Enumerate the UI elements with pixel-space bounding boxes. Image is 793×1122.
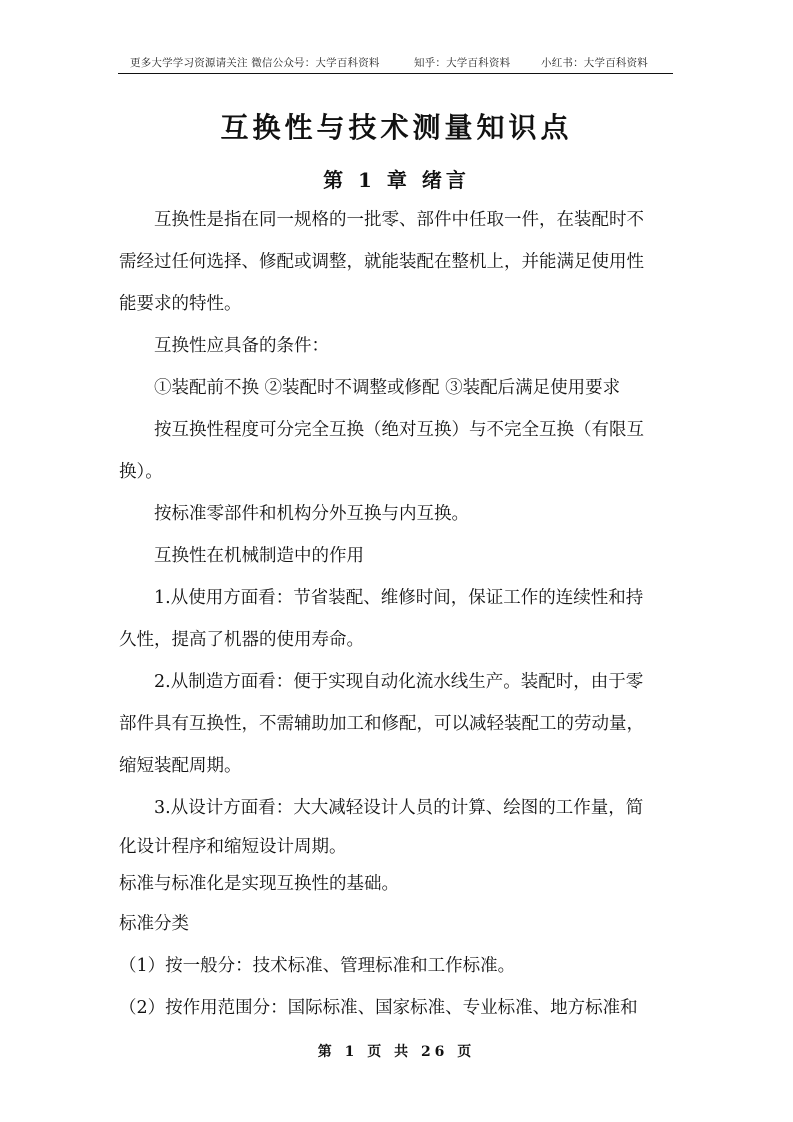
text-line: （2）按作用范围分：国际标准、国家标准、专业标准、地方标准和 [119,998,638,1018]
header-xiaohongshu-text: 小红书：大学百科资料 [541,57,648,69]
paragraph-design [119,787,675,866]
paragraph-internal-external [119,493,675,535]
text-line: 2.从制造方面看：便于实现自动化流水线生产。装配时，由于零 [154,672,644,692]
paragraph-degree [119,409,675,493]
paragraph-standard-classification [119,903,675,945]
paragraph-standardization [119,866,675,903]
text-line: 能要求的特性。 [119,294,242,314]
text-line: 互换性在机械制造中的作用 [154,546,364,566]
page-header [118,56,673,74]
paragraph-use [119,577,675,661]
paragraph-conditions-heading [119,325,675,367]
paragraph-manufacturing [119,661,675,787]
text-line: 化设计程序和缩短设计周期。 [119,837,347,857]
paragraph-definition [119,199,675,325]
paragraph-classification-1 [119,945,675,987]
paragraph-conditions-list [119,367,675,409]
document-body [119,199,675,1029]
text-line: 互换性应具备的条件： [154,336,329,356]
text-line: 缩短装配周期。 [119,756,242,776]
text-line: 标准与标准化是实现互换性的基础。 [119,874,399,894]
text-line: 互换性是指在同一规格的一批零、部件中任取一件，在装配时不 [154,210,644,230]
text-line: 标准分类 [119,914,189,934]
text-line: 按标准零部件和机构分外互换与内互换。 [154,504,469,524]
text-line: 按互换性程度可分完全互换（绝对互换）与不完全互换（有限互 [154,420,644,440]
page-number-footer: 第 1 页 共 26 页 [317,1044,476,1060]
text-line: 需经过任何选择、修配或调整，就能装配在整机上，并能满足使用性 [119,252,644,272]
header-wechat-text: 更多大学学习资源请关注 微信公众号：大学百科资料 [130,57,380,69]
text-line: ①装配前不换 ②装配时不调整或修配 ③装配后满足使用要求 [154,378,621,398]
text-line: 换）。 [119,462,163,482]
paragraph-role-heading [119,535,675,577]
text-line: 1.从使用方面看：节省装配、维修时间，保证工作的连续性和持 [154,588,644,608]
text-line: 3.从设计方面看：大大减轻设计人员的计算、绘图的工作量，简 [154,798,644,818]
text-line: 部件具有互换性，不需辅助加工和修配，可以减轻装配工的劳动量， [119,714,644,734]
paragraph-classification-2 [119,987,675,1029]
chapter-title: 第 1 章 绪言 [323,168,470,192]
text-line: （1）按一般分：技术标准、管理标准和工作标准。 [119,956,516,976]
document-title: 互换性与技术测量知识点 [220,111,573,144]
text-line: 久性，提高了机器的使用寿命。 [119,630,364,650]
header-zhihu-text: 知乎：大学百科资料 [414,57,511,69]
